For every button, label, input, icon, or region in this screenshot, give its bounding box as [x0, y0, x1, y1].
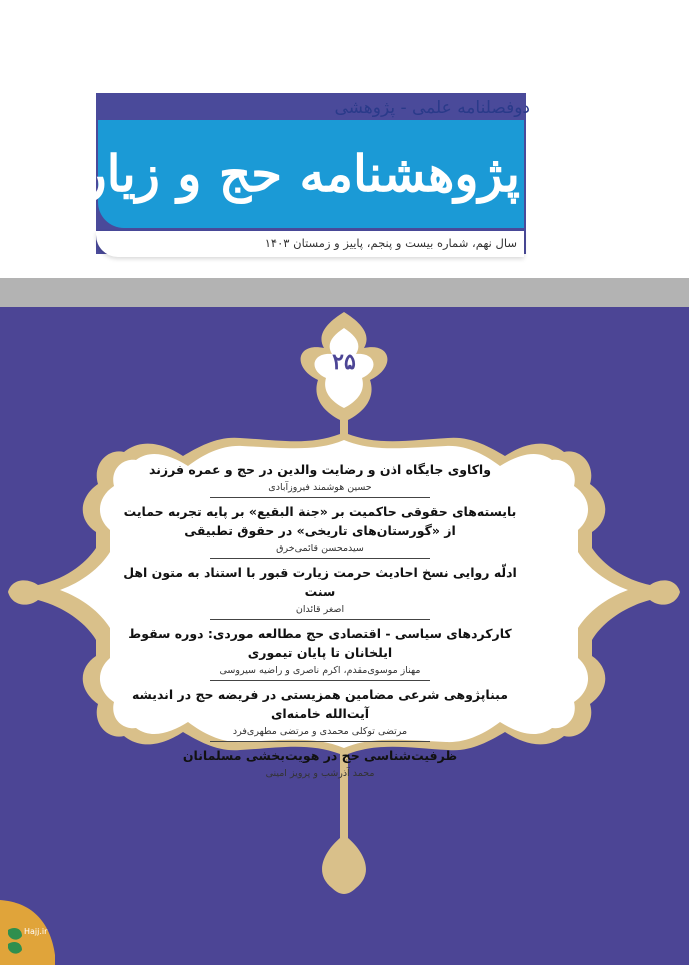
issue-number: ۲۵: [332, 349, 356, 375]
article-item: [120, 746, 520, 781]
article-item: [120, 685, 520, 739]
article-item: [120, 460, 520, 495]
article-author: حسین هوشمند فیروزآبادی: [268, 482, 372, 493]
article-author: اصغر قائدان: [295, 604, 345, 615]
article-title: ادلّه روایی نسخ احادیث حرمت زیارت قبور با استناد به متون اهل سنت: [123, 565, 517, 599]
divider: [210, 497, 430, 498]
divider: [210, 680, 430, 681]
article-author: سیدمحسن قائمی‌خرق: [276, 543, 364, 554]
article-item: [120, 502, 520, 556]
issue-info: سال نهم، شماره بیست و پنجم، پاییز و زمستان ۱۴۰۳: [264, 236, 517, 250]
journal-title: پژوهشنامه حج و زیارت: [35, 144, 520, 203]
article-title: ظرفیت‌شناسی حج در هویت‌بخشی مسلمانان: [182, 748, 458, 763]
divider: [210, 619, 430, 620]
article-title: واکاوی جایگاه اذن و رضایت والدین در حج و عمره فرزند: [149, 462, 491, 477]
article-title: مبناپژوهی شرعی مضامین همزیستی در فریضه حج در اندیشه آیت‌الله خامنه‌ای: [131, 687, 509, 721]
article-title: بایسته‌های حقوقی حاکمیت بر «جنة البقیع» بر پایه تجربه حمایت از «گورستان‌های تاریخی» در حقوق تطبیقی: [123, 504, 517, 538]
article-author: مرتضی توکلی محمدی و مرتضی مطهری‌فرد: [232, 726, 408, 737]
divider: [210, 741, 430, 742]
site-label: Hajj.ir: [24, 927, 48, 936]
article-author: محمد آذرشب و پرویز امینی: [265, 768, 375, 779]
divider: [210, 558, 430, 559]
article-title: کارکردهای سیاسی - اقتصادی حج مطالعه موردی: دوره سقوط ایلخانان تا پایان تیموری: [128, 626, 512, 660]
article-item: [120, 563, 520, 617]
article-author: مهناز موسوی‌مقدم، اکرم ناصری و راضیه سیروسی: [219, 665, 421, 676]
table-of-contents: [120, 460, 520, 783]
article-item: [120, 624, 520, 678]
journal-subtitle: دوفصلنامه علمی - پژوهشی: [334, 98, 530, 118]
